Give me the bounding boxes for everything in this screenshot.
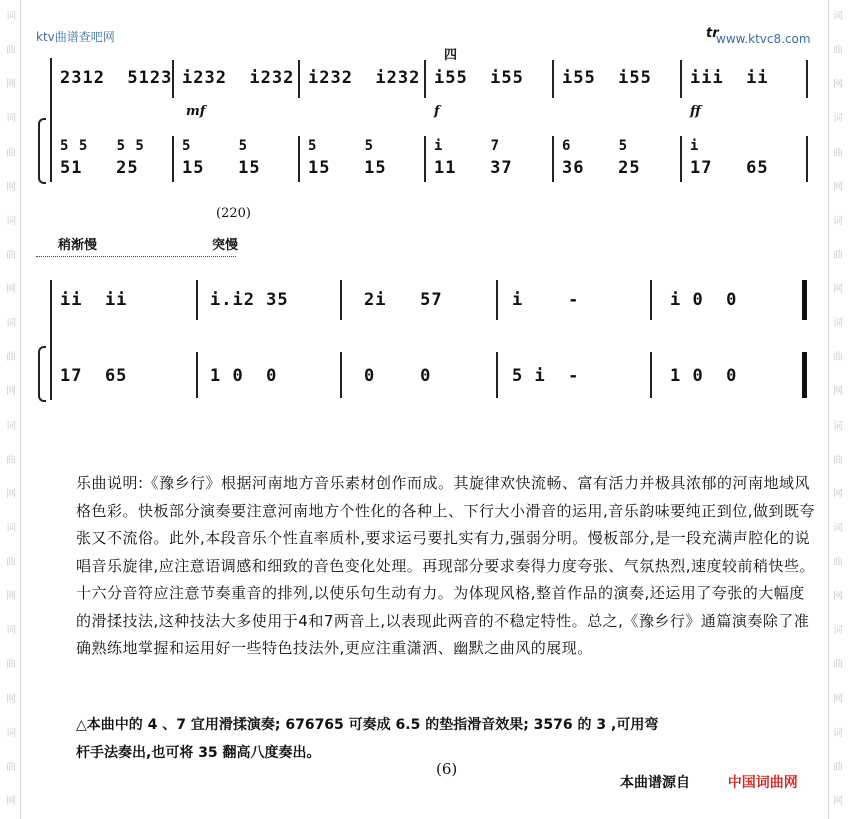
watermark-char: 网 xyxy=(6,591,16,603)
sys1-lower-top-m1: 5 5 5 5 xyxy=(60,138,145,154)
watermark-char: 曲 xyxy=(833,45,843,57)
watermark-char: 网 xyxy=(833,693,843,705)
watermark-char: 网 xyxy=(6,181,16,193)
watermark-char: 曲 xyxy=(833,249,843,261)
watermark-char: 网 xyxy=(833,181,843,193)
barline xyxy=(172,136,174,182)
sys2-lower-m2: 1 0 0 xyxy=(210,366,278,386)
right-watermark xyxy=(831,0,845,819)
barline xyxy=(496,280,498,320)
sys1-lower-top-m4: i 7 xyxy=(434,138,501,154)
sys1-upper-m2: i232 i232 xyxy=(182,68,295,88)
barline xyxy=(196,280,198,320)
tempo-sudden-slow: 突慢 xyxy=(212,238,239,253)
watermark-char: 曲 xyxy=(6,761,16,773)
watermark-char: 曲 xyxy=(6,352,16,364)
top-left-watermark: ktv曲谱查吧网 xyxy=(36,30,115,44)
watermark-char: 网 xyxy=(833,79,843,91)
watermark-char: 词 xyxy=(6,420,16,432)
sys2-lower-m5: 1 0 0 xyxy=(670,366,738,386)
sys2-upper-m4: i - xyxy=(512,290,580,310)
watermark-char: 词 xyxy=(6,318,16,330)
barline xyxy=(806,60,808,98)
sys2-upper-m1: ii ii xyxy=(60,290,128,310)
barline xyxy=(680,60,682,98)
barline xyxy=(424,136,426,182)
watermark-char: 曲 xyxy=(6,249,16,261)
trill-mark: tr xyxy=(706,26,719,41)
watermark-char: 网 xyxy=(6,693,16,705)
source-credit xyxy=(620,772,798,792)
sys1-upper-m3: i232 i232 xyxy=(308,68,421,88)
watermark-char: 网 xyxy=(6,284,16,296)
mark-four: 四 xyxy=(444,48,458,63)
performance-note-line-2: 杆手法奏出,也可将 35 翻高八度奏出。 xyxy=(76,745,321,761)
sys1-upper-m5: i55 i55 xyxy=(562,68,652,88)
barline xyxy=(496,352,498,398)
sys1-lower-top-m2: 5 5 xyxy=(182,138,249,154)
ritardando-dotted-line xyxy=(36,256,236,257)
sys2-upper-m2: i.i2 35 xyxy=(210,290,289,310)
watermark-char: 网 xyxy=(833,386,843,398)
watermark-char: 词 xyxy=(833,318,843,330)
sys2-upper-m5: i 0 0 xyxy=(670,290,738,310)
sys1-upper-m1: 2312 5123 xyxy=(60,68,173,88)
barline xyxy=(806,136,808,182)
right-margin-line xyxy=(828,0,829,819)
watermark-char: 词 xyxy=(6,727,16,739)
barline xyxy=(552,136,554,182)
top-right-watermark: www.ktvc8.com xyxy=(716,32,811,46)
sys2-lower-m3: 0 0 xyxy=(364,366,432,386)
barline xyxy=(424,60,426,98)
watermark-char: 曲 xyxy=(6,45,16,57)
watermark-char: 网 xyxy=(6,386,16,398)
sys1-lower-top-m3: 5 5 xyxy=(308,138,375,154)
barline xyxy=(552,60,554,98)
barline xyxy=(298,136,300,182)
measure-number: (220) xyxy=(216,206,251,221)
watermark-char: 曲 xyxy=(833,557,843,569)
watermark-char: 网 xyxy=(6,79,16,91)
watermark-char: 词 xyxy=(833,11,843,23)
barline xyxy=(196,352,198,398)
final-barline xyxy=(802,280,807,320)
watermark-char: 词 xyxy=(833,420,843,432)
watermark-char: 词 xyxy=(6,625,16,637)
sys1-lower-bot-m6: 17 65 xyxy=(690,158,769,178)
watermark-char: 曲 xyxy=(833,761,843,773)
system1-left-bar xyxy=(50,58,52,182)
barline xyxy=(340,280,342,320)
source-label: 本曲谱源自 xyxy=(620,775,690,791)
music-description: 乐曲说明:《豫乡行》根据河南地方音乐素材创作而成。其旋律欢快流畅、富有活力并极具浓郁的河南地域风格色彩。快板部分演奏要注意河南地方个性化的各种上、下行大小滑音的运用,音乐韵味要纯正到位,做到既夸张又不流俗。此外,本段音乐个性直率质朴,要求运弓要扎实有力,强弱分明。慢板部分,是一段充满声腔化的说唱音乐旋律,应注意语调感和细致的音色变化处理。再现部分要求奏得力度夸张、气氛热烈,速度较前稍快些。十六分音符应注意节奏重音的排列,以使乐句生动有力。为体现风格,整首作品的演奏,还运用了夸张的大幅度的滑揉技法,这种技法大多使用于4和7两音上,以表现此两音的不稳定特性。总之,《豫乡行》通篇演奏除了准确熟练地掌握和运用好一些特色技法外,更应注重潇洒、幽默之曲风的展现。 xyxy=(76,474,816,657)
watermark-char: 曲 xyxy=(833,659,843,671)
watermark-char: 词 xyxy=(6,522,16,534)
watermark-char: 词 xyxy=(833,113,843,125)
sys1-lower-top-m6: i xyxy=(690,138,700,154)
dynamic-mf: mf xyxy=(186,104,206,119)
sys1-lower-top-m5: 6 5 xyxy=(562,138,629,154)
watermark-char: 曲 xyxy=(6,659,16,671)
watermark-char: 词 xyxy=(833,625,843,637)
barline xyxy=(340,352,342,398)
barline xyxy=(680,136,682,182)
watermark-char: 词 xyxy=(833,215,843,227)
left-watermark xyxy=(4,0,18,819)
barline xyxy=(650,352,652,398)
system2-brace xyxy=(38,346,46,402)
watermark-char: 曲 xyxy=(6,147,16,159)
sys1-lower-bot-m3: 15 15 xyxy=(308,158,387,178)
watermark-char: 曲 xyxy=(6,454,16,466)
source-site-link[interactable]: 中国词曲网 xyxy=(727,775,798,791)
dynamic-f: f xyxy=(434,104,440,119)
sys1-lower-bot-m2: 15 15 xyxy=(182,158,261,178)
watermark-char: 词 xyxy=(6,113,16,125)
left-margin-line xyxy=(20,0,21,819)
watermark-char: 网 xyxy=(6,488,16,500)
watermark-char: 网 xyxy=(833,591,843,603)
sys1-lower-bot-m1: 51 25 xyxy=(60,158,139,178)
watermark-char: 网 xyxy=(833,284,843,296)
performance-note-line-1: △本曲中的 4 、7 宜用滑揉演奏; 676765 可奏成 6.5 的垫指滑音效果; 3576 的 3 ,可用弯 xyxy=(76,717,659,733)
system1-brace xyxy=(38,118,46,184)
tempo-ritardando: 稍渐慢 xyxy=(58,238,98,253)
sys1-upper-m6: iii ii xyxy=(690,68,769,88)
system2-left-bar xyxy=(50,280,52,400)
barline xyxy=(298,60,300,98)
sys1-lower-bot-m5: 36 25 xyxy=(562,158,641,178)
watermark-char: 词 xyxy=(833,727,843,739)
watermark-char: 曲 xyxy=(833,147,843,159)
final-barline-lower xyxy=(802,352,807,398)
sys1-upper-m4: i55 i55 xyxy=(434,68,524,88)
watermark-char: 曲 xyxy=(6,557,16,569)
barline xyxy=(650,280,652,320)
watermark-char: 网 xyxy=(6,795,16,807)
barline xyxy=(172,60,174,98)
sys1-lower-bot-m4: 11 37 xyxy=(434,158,513,178)
watermark-char: 网 xyxy=(833,488,843,500)
sys2-lower-m1: 17 65 xyxy=(60,366,128,386)
watermark-char: 曲 xyxy=(833,454,843,466)
watermark-char: 曲 xyxy=(833,352,843,364)
watermark-char: 词 xyxy=(6,11,16,23)
watermark-char: 词 xyxy=(6,215,16,227)
dynamic-ff: ff xyxy=(690,104,701,119)
sys2-upper-m3: 2i 57 xyxy=(364,290,443,310)
watermark-char: 网 xyxy=(833,795,843,807)
page-number: (6) xyxy=(436,760,458,778)
sys2-lower-m4: 5 i - xyxy=(512,366,580,386)
watermark-char: 词 xyxy=(833,522,843,534)
